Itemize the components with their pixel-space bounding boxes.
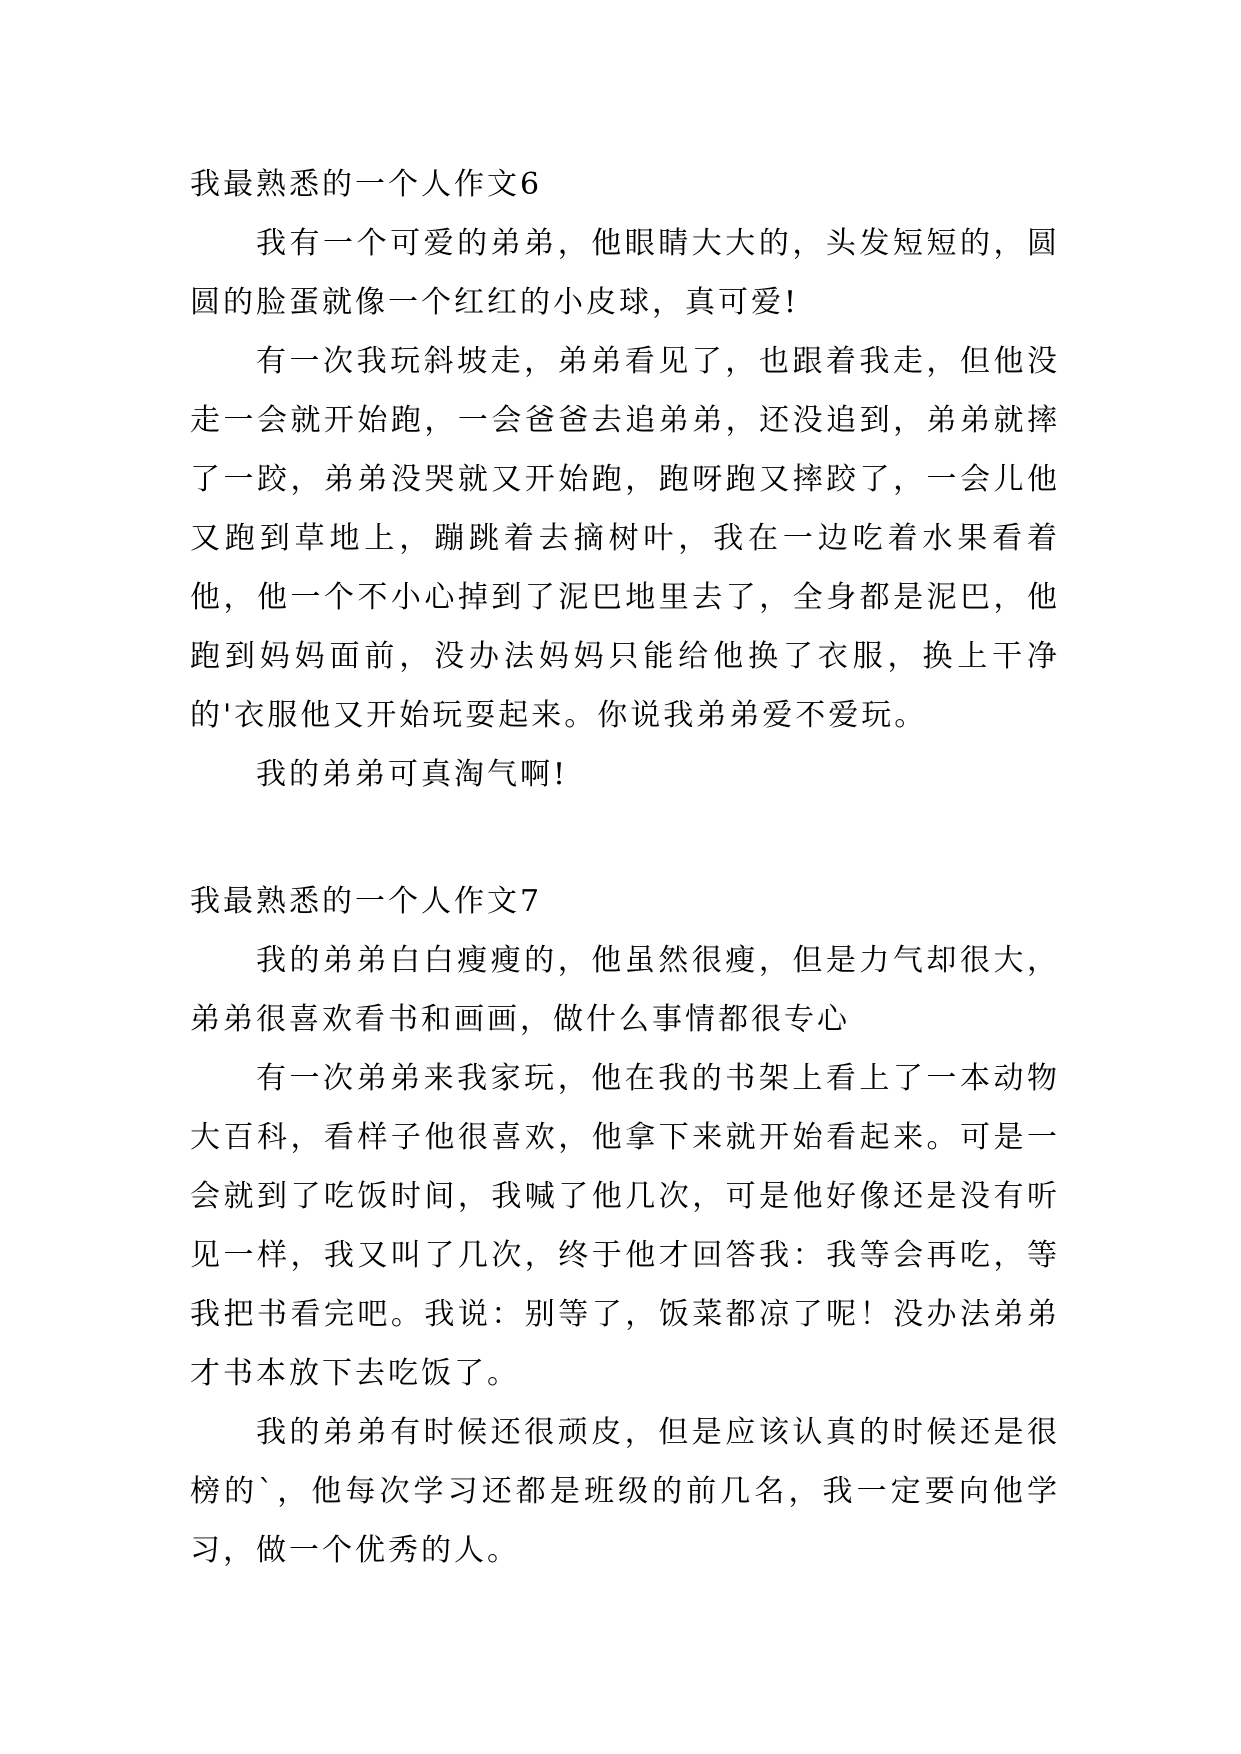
document-body bbox=[190, 155, 1060, 1580]
essay-title: 我最熟悉的一个人作文7 bbox=[190, 884, 543, 919]
essay-paragraph: 我的弟弟白白瘦瘦的，他虽然很瘦，但是力气却很大，弟弟很喜欢看书和画画，做什么事情都很专心 bbox=[190, 943, 1060, 1037]
essay-section-7 bbox=[190, 872, 1060, 1580]
essay-paragraph: 我的弟弟有时候还很顽皮，但是应该认真的时候还是很榜的`，他每次学习还都是班级的前几名，我一定要向他学习，做一个优秀的人。 bbox=[190, 1415, 1060, 1568]
essay-paragraph: 有一次弟弟来我家玩，他在我的书架上看上了一本动物大百科，看样子他很喜欢，他拿下来就开始看起来。可是一会就到了吃饭时间，我喊了他几次，可是他好像还是没有听见一样，我又叫了几次，终于他才回答我：我等会再吃，等我把书看完吧。我说：别等了，饭菜都凉了呢！没办法弟弟才书本放下去吃饭了。 bbox=[190, 1061, 1060, 1391]
essay-title: 我最熟悉的一个人作文6 bbox=[190, 167, 543, 202]
essay-paragraph: 我的弟弟可真淘气啊! bbox=[256, 757, 569, 792]
essay-paragraph: 有一次我玩斜坡走，弟弟看见了，也跟着我走，但他没走一会就开始跑，一会爸爸去追弟弟，还没追到，弟弟就摔了一跤，弟弟没哭就又开始跑，跑呀跑又摔跤了，一会儿他又跑到草地上，蹦跳着去摘树叶，我在一边吃着水果看着他，他一个不小心掉到了泥巴地里去了，全身都是泥巴，他跑到妈妈面前，没办法妈妈只能给他换了衣服，换上干净的'衣服他又开始玩耍起来。你说我弟弟爱不爱玩。 bbox=[190, 344, 1060, 733]
essay-paragraph: 我有一个可爱的弟弟，他眼睛大大的，头发短短的，圆圆的脸蛋就像一个红红的小皮球，真可爱! bbox=[190, 226, 1060, 320]
essay-section-6 bbox=[190, 155, 1060, 804]
